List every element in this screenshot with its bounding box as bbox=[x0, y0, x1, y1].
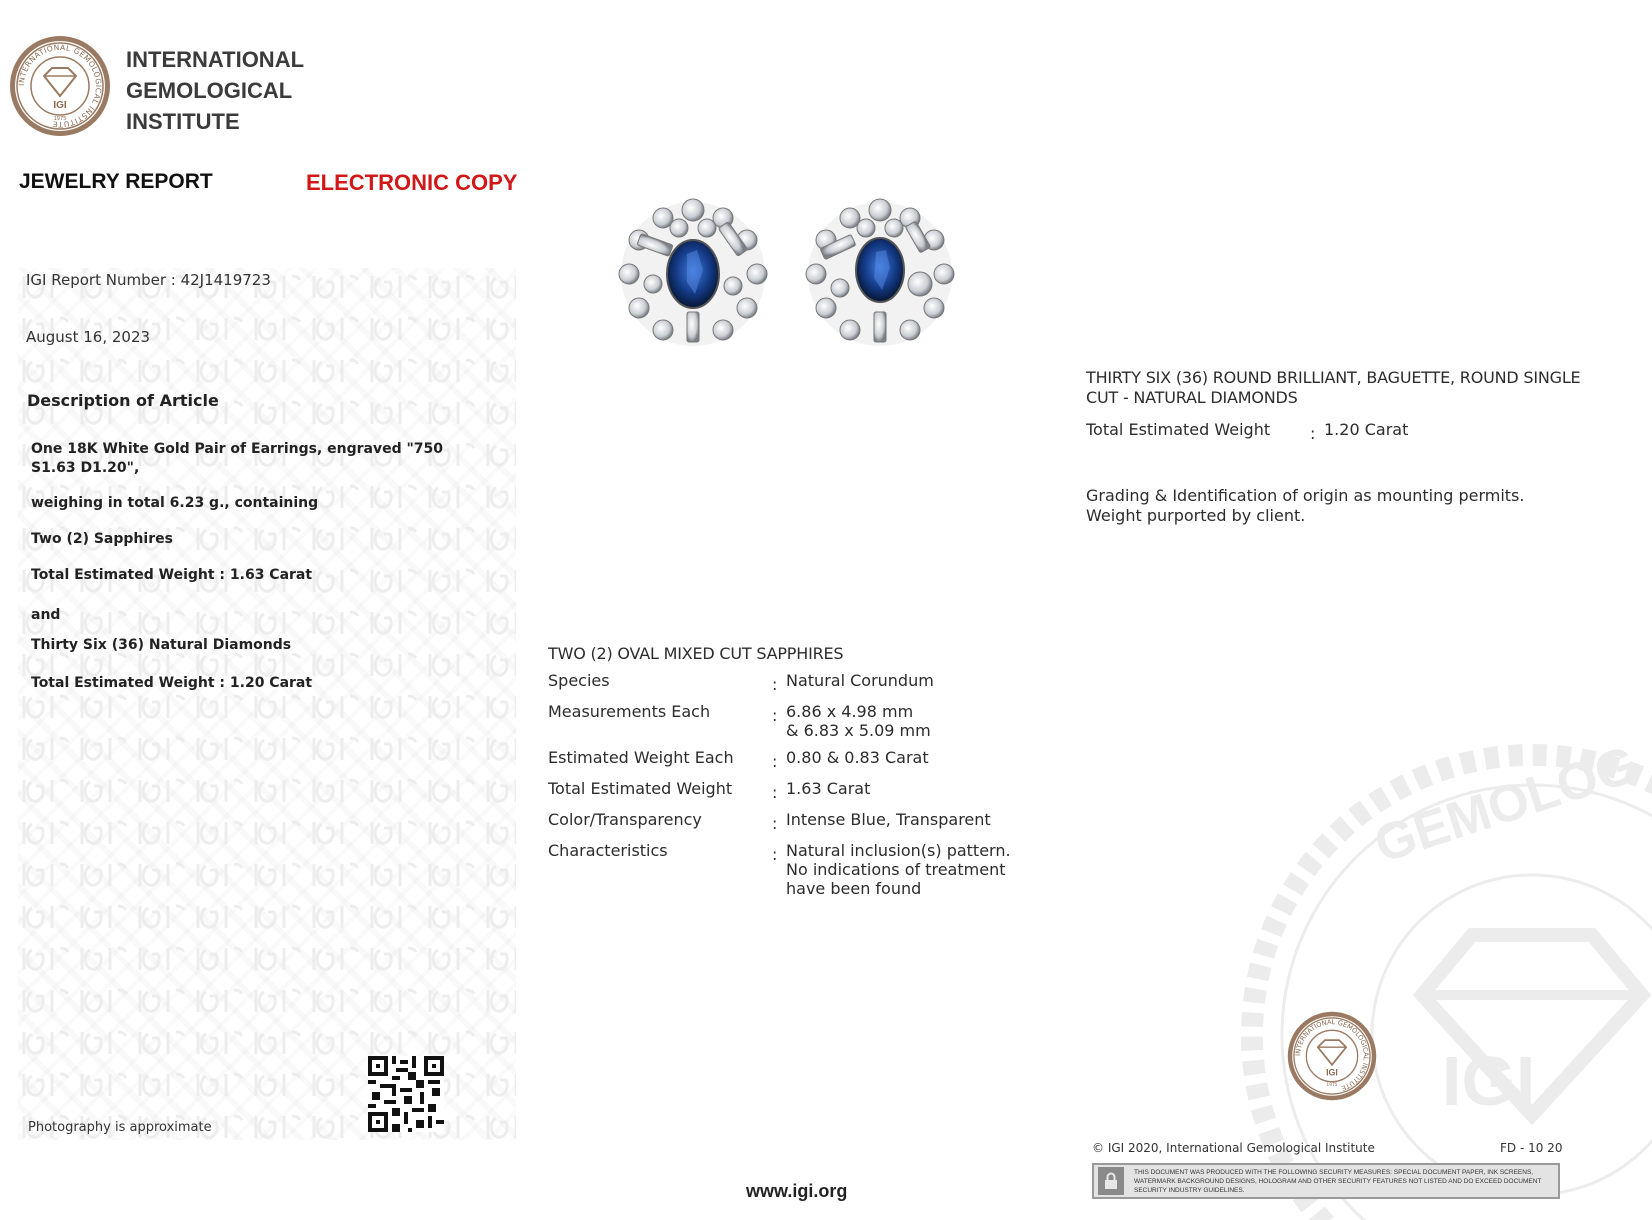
report-number: IGI Report Number : 42J1419723 bbox=[26, 271, 271, 289]
sapphire-row-weight-each: Estimated Weight Each : 0.80 & 0.83 Carat bbox=[548, 748, 1046, 771]
earrings-photograph bbox=[618, 190, 978, 358]
row-key: Estimated Weight Each bbox=[548, 748, 734, 767]
organization-name bbox=[126, 44, 304, 137]
report-date: August 16, 2023 bbox=[26, 328, 151, 346]
small-seal-year: 1975 bbox=[1326, 1083, 1338, 1089]
description-line-1: One 18K White Gold Pair of Earrings, engraved "750 S1.63 D1.20", bbox=[31, 441, 444, 476]
sapphire-row-total-weight: Total Estimated Weight : 1.63 Carat bbox=[548, 779, 1046, 802]
photography-note: Photography is approximate bbox=[28, 1120, 212, 1135]
igi-logo-seal bbox=[8, 34, 112, 138]
org-name-line-2: GEMOLOGICAL bbox=[126, 78, 293, 103]
description-line-6: Thirty Six (36) Natural Diamonds bbox=[31, 637, 292, 653]
watermark-monogram: IGI bbox=[1442, 1042, 1536, 1120]
copyright-text: © IGI 2020, International Gemological Institute bbox=[1092, 1141, 1375, 1155]
diamond-weight-value: 1.20 Carat bbox=[1324, 420, 1409, 439]
description-line-5: and bbox=[31, 607, 61, 623]
note-line-2: Weight purported by client. bbox=[1086, 506, 1306, 525]
row-key: Color/Transparency bbox=[548, 810, 702, 829]
row-key: Total Estimated Weight bbox=[548, 779, 733, 798]
diamond-title: THIRTY SIX (36) ROUND BRILLIANT, BAGUETTE, ROUND SINGLE CUT - NATURAL DIAMONDS bbox=[1086, 368, 1581, 407]
row-key: Measurements Each bbox=[548, 702, 711, 721]
watermark-seal-word: GEMOLOG bbox=[1367, 735, 1644, 875]
lock-icon bbox=[1098, 1167, 1124, 1195]
description-line-3: Two (2) Sapphires bbox=[31, 531, 173, 547]
report-title: JEWELRY REPORT bbox=[19, 170, 213, 193]
note-line-1: Grading & Identification of origin as mounting permits. bbox=[1086, 486, 1525, 505]
org-name-line-3: INSTITUTE bbox=[126, 109, 240, 134]
seal-ring-text: INTERNATIONAL GEMOLOGICAL INSTITUTE bbox=[16, 42, 104, 130]
form-code: FD - 10 20 bbox=[1500, 1141, 1563, 1155]
right-earring bbox=[806, 199, 954, 346]
row-key: Characteristics bbox=[548, 841, 668, 860]
sapphire-row-color: Color/Transparency : Intense Blue, Transparent bbox=[548, 810, 1046, 833]
diamond-details bbox=[1086, 368, 1586, 443]
row-value: 1.63 Carat bbox=[786, 779, 871, 798]
description-line-4: Total Estimated Weight : 1.63 Carat bbox=[31, 567, 313, 583]
security-notice-bar bbox=[1092, 1163, 1560, 1199]
qr-code[interactable] bbox=[368, 1056, 444, 1132]
seal-year: 1975 bbox=[53, 116, 67, 122]
row-value: Natural Corundum bbox=[786, 671, 934, 690]
sapphire-details bbox=[548, 644, 1046, 906]
row-value: 0.80 & 0.83 Carat bbox=[786, 748, 929, 767]
description-line-7: Total Estimated Weight : 1.20 Carat bbox=[31, 675, 313, 691]
left-earring bbox=[619, 199, 767, 346]
sapphire-row-measurements: Measurements Each : 6.86 x 4.98 mm & 6.83 x 5.09 mm bbox=[548, 702, 1046, 740]
sapphire-row-species: Species : Natural Corundum bbox=[548, 671, 1046, 694]
description-heading: Description of Article bbox=[27, 391, 219, 410]
grading-notes bbox=[1086, 486, 1586, 526]
small-seal-monogram: IGI bbox=[1326, 1067, 1338, 1078]
igi-seal-small bbox=[1286, 1010, 1378, 1102]
row-value: Natural inclusion(s) pattern. No indications of treatment have been found bbox=[786, 841, 1011, 898]
diamond-weight-row: Total Estimated Weight : 1.20 Carat bbox=[1086, 420, 1409, 443]
security-notice-text: THIS DOCUMENT WAS PRODUCED WITH THE FOLLOWING SECURITY MEASURES: SPECIAL DOCUMENT PAPER, INK SCREENS, WATERMARK BACKGROUND DESIGNS, HOLOGRAM AND OTHER SECURITY FEATURES NOT LISTED AND DO EXCEED DOCUMENT SECURITY INDUSTRY GUIDELINES. bbox=[1134, 1168, 1542, 1194]
row-value: 6.86 x 4.98 mm & 6.83 x 5.09 mm bbox=[786, 702, 931, 740]
small-seal-ring-text: INTERNATIONAL GEMOLOGICAL INSTITUTE bbox=[1294, 1018, 1370, 1093]
description-line-2: weighing in total 6.23 g., containing bbox=[31, 495, 319, 511]
electronic-copy-label: ELECTRONIC COPY bbox=[306, 170, 518, 195]
row-value: Intense Blue, Transparent bbox=[786, 810, 991, 829]
diamond-weight-key: Total Estimated Weight bbox=[1086, 420, 1271, 439]
sapphire-title: TWO (2) OVAL MIXED CUT SAPPHIRES bbox=[548, 644, 844, 663]
row-key: Species bbox=[548, 671, 610, 690]
org-name-line-1: INTERNATIONAL bbox=[126, 47, 305, 72]
website-link[interactable]: www.igi.org bbox=[746, 1181, 848, 1201]
sapphire-row-characteristics: Characteristics : Natural inclusion(s) pattern. No indications of treatment have been found bbox=[548, 841, 1046, 898]
seal-monogram: IGI bbox=[53, 100, 67, 111]
